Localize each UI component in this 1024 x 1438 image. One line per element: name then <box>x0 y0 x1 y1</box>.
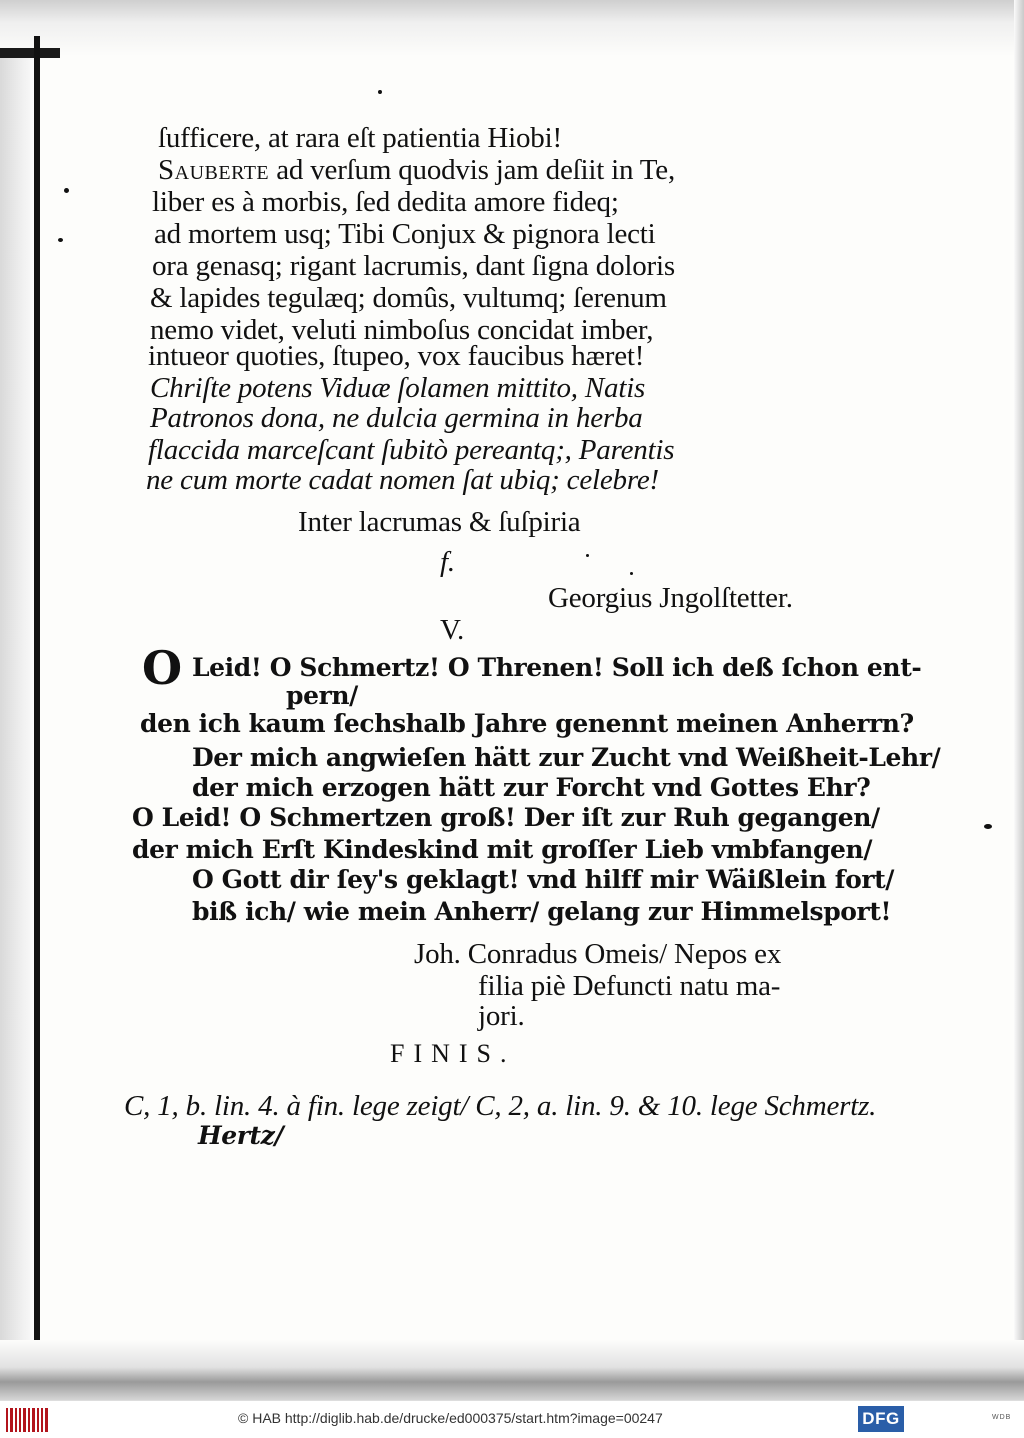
page-gutter <box>0 0 34 1400</box>
german-line: Der mich angwieſen hätt zur Zucht vnd Weißheit-Lehr/ <box>192 743 941 772</box>
viewer-footer <box>0 1400 1024 1438</box>
german-line: biß ich/ wie mein Anherr/ gelang zur Himmelsport! <box>192 897 892 926</box>
ink-speck <box>64 188 69 193</box>
signature-omeis: filia piè Defuncti natu ma- <box>478 970 781 1002</box>
f-mark: f. <box>440 546 455 578</box>
drop-cap: O <box>141 641 183 695</box>
latin-italic-line: Chriſte potens Viduæ ſolamen mittito, Natis <box>150 372 646 404</box>
finis: FINIS. <box>390 1039 516 1068</box>
errata-line: C, 1, b. lin. 4. à fin. lege zeigt/ C, 2, a. lin. 9. & 10. lege Schmertz. <box>124 1090 877 1122</box>
german-line: O Leid! O Schmertzen groß! Der iſt zur Ruh gegangen/ <box>132 803 880 832</box>
ink-speck <box>586 554 589 557</box>
page-top-edge <box>0 0 1024 56</box>
source-url[interactable]: © HAB http://diglib.hab.de/drucke/ed000375/start.htm?image=00247 <box>238 1410 663 1426</box>
name-sauberte: Sauberte <box>158 154 270 186</box>
ink-speck <box>984 824 992 829</box>
latin-line: nemo videt, veluti nimboſus concidat imber, <box>150 314 654 346</box>
latin-italic-line: flaccida marceſcant ſubitò pereantq;, Parentis <box>148 434 675 466</box>
top-rule <box>0 48 60 58</box>
signature-omeis: Joh. Conradus Omeis/ Nepos ex <box>414 938 782 970</box>
latin-line: intueor quoties, ſtupeo, vox faucibus hæret! <box>148 340 645 372</box>
ink-speck <box>378 90 382 94</box>
latin-line-rest: ad verſum quodvis jam deſiit in Te, <box>276 154 676 186</box>
latin-line-sauberte <box>158 154 675 186</box>
errata-line: Hertz/ <box>198 1121 284 1150</box>
inter-lacrumas: Inter lacrumas & ſuſpiria <box>298 506 581 538</box>
german-line: der mich Erſt Kindeskind mit groſſer Lieb vmbfangen/ <box>132 835 873 864</box>
german-line: O Gott dir ſey's geklagt! vnd hilff mir Wäißlein fort/ <box>192 865 895 894</box>
german-line: Leid! O Schmertz! O Threnen! Soll ich deß ſchon ent- <box>192 653 922 682</box>
signature-ingolstetter: Georgius Jngolſtetter. <box>548 582 793 614</box>
ink-speck <box>58 238 63 242</box>
spine-bar <box>34 36 40 1371</box>
page-right-edge <box>1014 0 1024 1400</box>
ink-speck <box>630 572 633 575</box>
latin-italic-line: ne cum morte cadat nomen ſat ubiq; celebre! <box>146 464 659 496</box>
latin-line: liber es à morbis, ſed dedita amore fideq; <box>152 186 619 218</box>
latin-line: ad mortem usq; Tibi Conjux & pignora lecti <box>154 218 656 250</box>
page-bottom-edge <box>0 1340 1024 1400</box>
german-line: den ich kaum ſechshalb Jahre genennt meinen Anherrn? <box>140 709 914 738</box>
german-line: pern/ <box>286 681 358 710</box>
german-line: der mich erzogen hätt zur Forcht vnd Gottes Ehr? <box>192 773 871 802</box>
wdb-tag: WDB <box>992 1414 1012 1421</box>
latin-italic-line: Patronos dona, ne dulcia germina in herba <box>150 402 643 434</box>
latin-line: & lapides tegulæq; domûs, vultumq; ſerenum <box>150 282 667 314</box>
section-v: V. <box>440 614 465 646</box>
dfg-logo: DFG <box>858 1406 904 1432</box>
signature-omeis: jori. <box>478 1000 525 1032</box>
latin-line: ora genasq; rigant lacrumis, dant ſigna doloris <box>152 250 675 282</box>
latin-line: ſufficere, at rara eſt patientia Hiobi! <box>158 122 562 154</box>
barcode-icon <box>6 1408 48 1432</box>
